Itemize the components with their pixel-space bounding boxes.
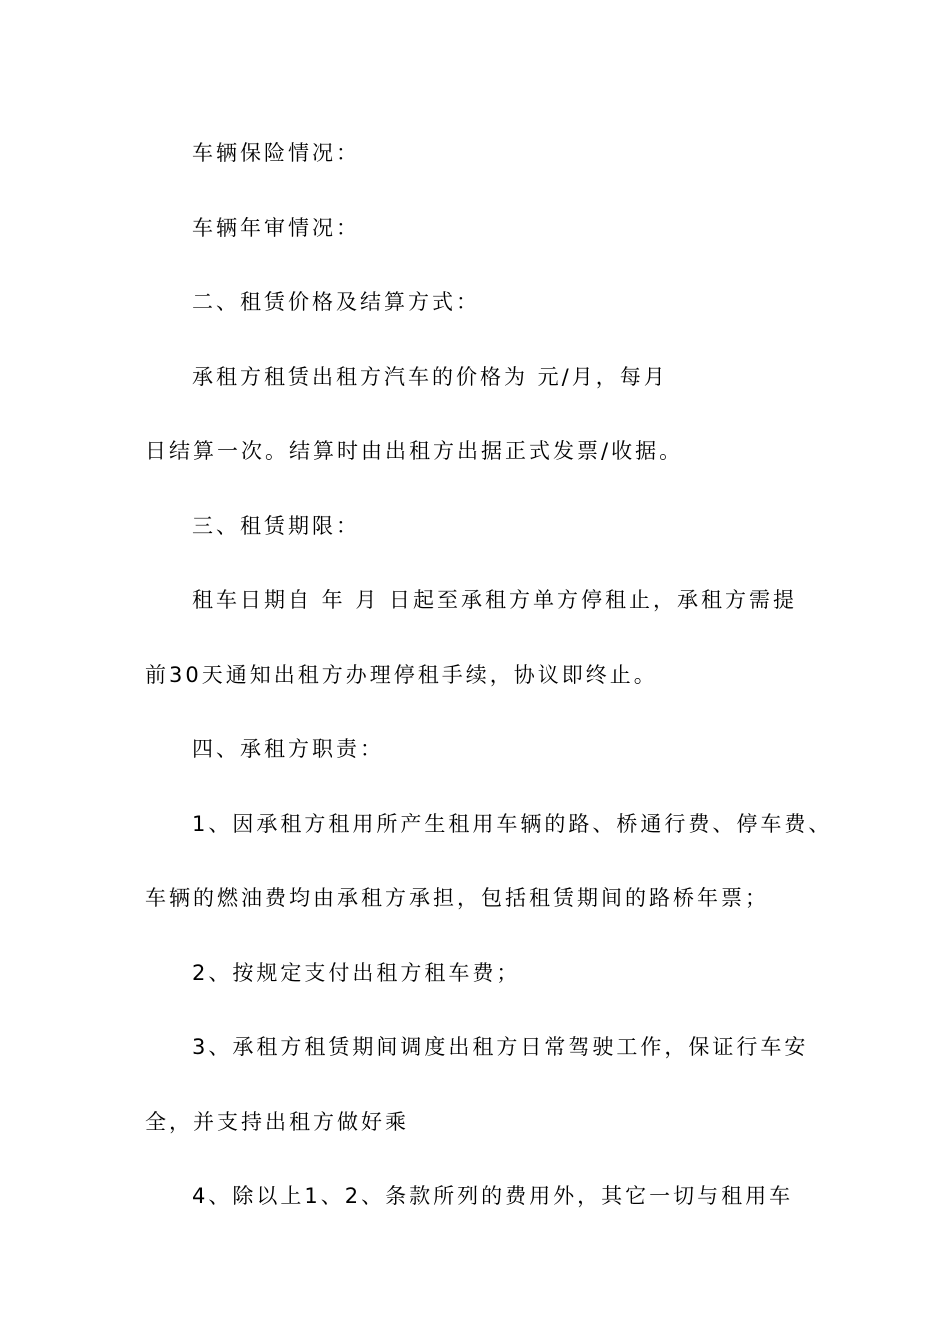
section-heading-price: 二、租赁价格及结算方式： bbox=[192, 290, 480, 314]
section-heading-duties: 四、承租方职责： bbox=[192, 737, 384, 761]
section-heading-term: 三、租赁期限： bbox=[192, 514, 360, 538]
duty-item-1-continued: 车辆的燃油费均由承租方承担，包括租赁期间的路桥年票； bbox=[145, 886, 769, 910]
paragraph-price: 承租方租赁出租方汽车的价格为 元/月，每月 bbox=[192, 365, 668, 389]
paragraph-term-continued: 前30天通知出租方办理停租手续，协议即终止。 bbox=[145, 663, 658, 687]
paragraph-term: 租车日期自 年 月 日起至承租方单方停租止，承租方需提 bbox=[192, 588, 798, 612]
paragraph-annual-inspection: 车辆年审情况： bbox=[192, 216, 360, 240]
duty-item-1: 1、因承租方租用所产生租用车辆的路、桥通行费、停车费、 bbox=[192, 812, 833, 836]
duty-item-4: 4、除以上1、2、条款所列的费用外，其它一切与租用车 bbox=[192, 1184, 794, 1208]
duty-item-2: 2、按规定支付出租方租车费； bbox=[192, 961, 521, 985]
paragraph-insurance: 车辆保险情况： bbox=[192, 141, 360, 165]
paragraph-price-continued: 日结算一次。结算时由出租方出据正式发票/收据。 bbox=[145, 439, 684, 463]
duty-item-3: 3、承租方租赁期间调度出租方日常驾驶工作，保证行车安 bbox=[192, 1035, 809, 1059]
duty-item-3-continued: 全，并支持出租方做好乘 bbox=[145, 1110, 409, 1134]
